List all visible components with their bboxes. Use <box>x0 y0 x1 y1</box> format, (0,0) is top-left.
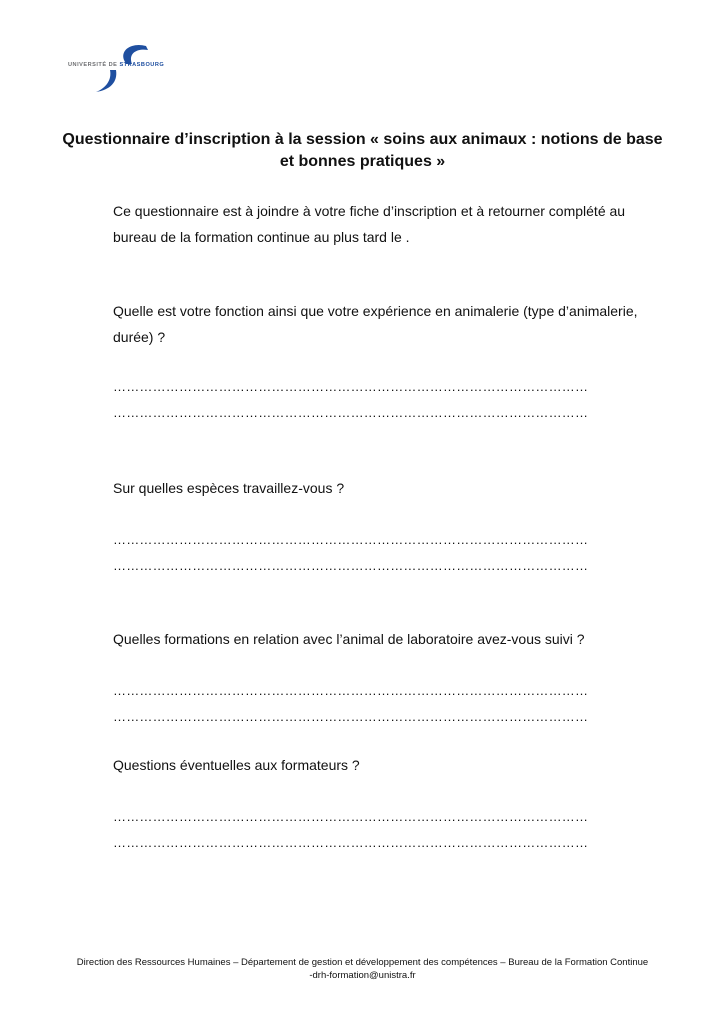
answer-line-3a[interactable]: ……………………………………………………………………………………………… <box>113 683 589 698</box>
answer-line-4b[interactable]: ……………………………………………………………………………………………… <box>113 835 589 850</box>
page-title: Questionnaire d’inscription à la session « soins aux animaux : notions de base et bonnes pratiques » <box>62 131 663 170</box>
answer-line-4a[interactable]: ……………………………………………………………………………………………… <box>113 809 589 824</box>
answer-line-2b[interactable]: ……………………………………………………………………………………………… <box>113 558 589 573</box>
answer-line-1b[interactable]: ……………………………………………………………………………………………… <box>113 405 589 420</box>
logo-wordmark: UNIVERSITÉ DE STRASBOURG <box>68 62 165 68</box>
answer-line-3b[interactable]: ……………………………………………………………………………………………… <box>113 709 589 724</box>
answer-line-2a[interactable]: ……………………………………………………………………………………………… <box>113 532 589 547</box>
question-4: Questions éventuelles aux formateurs ? <box>113 757 360 773</box>
footer-email: -drh-formation@unistra.fr <box>309 970 416 981</box>
university-logo <box>66 40 178 96</box>
question-3: Quelles formations en relation avec l’animal de laboratoire avez-vous suivi ? <box>113 631 585 647</box>
question-2: Sur quelles espèces travaillez-vous ? <box>113 480 345 496</box>
answer-line-1a[interactable]: ……………………………………………………………………………………………… <box>113 379 589 394</box>
page-footer <box>30 956 695 982</box>
university-swoosh-icon <box>66 40 178 96</box>
question-1: Quelle est votre fonction ainsi que votre expérience en animalerie (type d’animalerie, durée) ? <box>113 303 638 345</box>
intro-paragraph: Ce questionnaire est à joindre à votre fiche d’inscription et à retourner complété au bureau de la formation continue au plus tard le . <box>113 203 626 245</box>
footer-department: Direction des Ressources Humaines – Département de gestion et développement des compétences – Bureau de la Formation Continue <box>76 957 649 968</box>
